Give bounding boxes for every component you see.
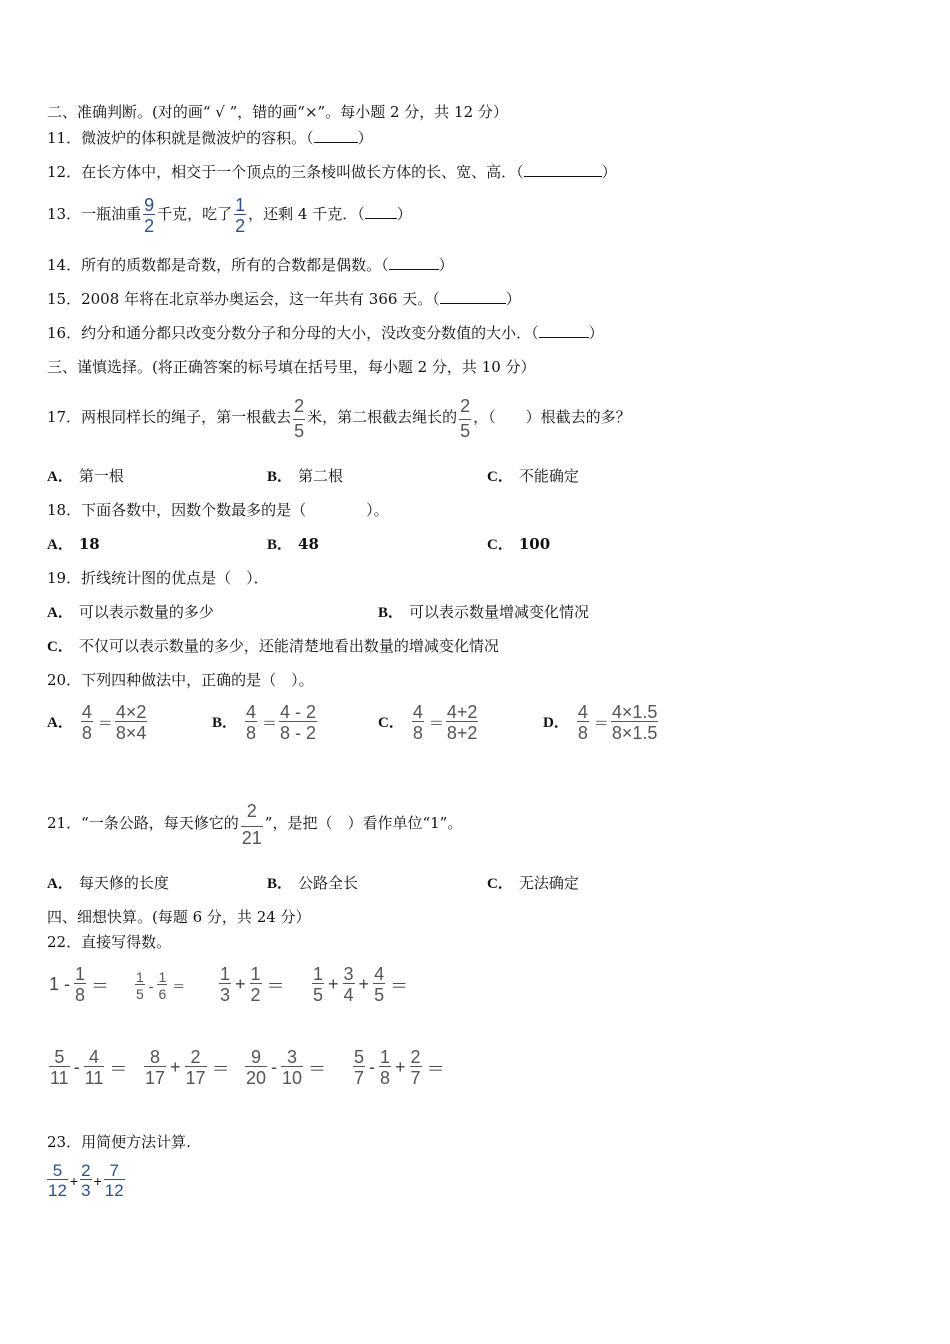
option-text: 100 [518,535,551,553]
question-22: 22．直接写得数。 [47,933,172,951]
fraction [281,1048,303,1087]
numerator: 4 [246,702,257,722]
numerator: 4 [412,702,423,722]
question-17-text-b: 米，第二根截去绳长的 [307,408,458,426]
fraction [144,1048,166,1087]
question-14 [47,255,454,275]
q20-option-d[interactable] [543,703,660,742]
fraction [81,703,93,742]
paren-close: ） [505,290,521,308]
paren-close: ） [396,205,412,223]
denominator: 5 [460,420,471,441]
q22-expression-2 [133,970,185,1001]
question-12-text: 12．在长方体中，相交于一个顶点的三条棱叫做长方体的长、宽、高．（ [47,163,524,181]
answer-blank[interactable] [524,162,602,177]
q19-option-c[interactable] [47,636,499,657]
q20-option-a[interactable] [47,703,149,742]
section-4-heading: 四、细想快算。(每题 6 分，共 24 分） [47,908,311,926]
operator: + [93,1172,102,1189]
denominator: 8+2 [446,723,478,743]
numerator: 1 [220,964,231,984]
option-text: 可以表示数量的多少 [78,603,214,621]
operator: - [148,977,154,994]
numerator: 3 [287,1047,298,1067]
answer-blank[interactable] [389,255,439,270]
question-13 [47,193,412,235]
numerator: 8 [150,1047,161,1067]
question-23: 23．用简便方法计算. [47,1133,191,1151]
option-letter: B． [267,469,293,485]
denominator: 8 - 2 [280,723,317,743]
option-text: 不仅可以表示数量的多少，还能清楚地看出数量的增减变化情况 [78,637,499,655]
q19-option-b[interactable] [378,602,589,623]
denominator: 20 [246,1068,267,1088]
option-letter: C． [487,469,513,485]
option-letter: B． [212,714,238,731]
answer-blank[interactable] [440,289,506,304]
fraction [373,965,385,1004]
q18-option-c[interactable] [487,534,550,555]
numerator: 4 - 2 [280,702,317,722]
denominator: 7 [354,1068,365,1088]
numerator: 5 [54,1047,65,1067]
option-text: 不能确定 [518,467,579,485]
fraction [84,1048,105,1087]
answer-blank[interactable] [539,323,589,338]
q17-option-b[interactable] [267,466,343,487]
q21-option-a[interactable] [47,873,169,894]
section-3-heading: 三、谨慎选择。(将正确答案的标号填在括号里，每小题 2 分，共 10 分） [47,358,536,376]
denominator: 8 [246,723,257,743]
option-letter: C． [47,639,73,655]
equals-sign: ＝ [97,713,113,732]
q18-option-b[interactable] [267,534,319,555]
equals-sign: ＝ [426,1058,445,1080]
option-text: 48 [298,535,319,553]
fraction [412,703,424,742]
q21-option-c[interactable] [487,873,579,894]
denominator: 3 [220,985,231,1005]
option-letter: B． [267,876,293,892]
operator: + [358,974,370,994]
question-11-text: 11．微波炉的体积就是微波炉的容积。（ [47,129,314,147]
denominator: 17 [185,1068,206,1088]
fraction [379,1048,391,1087]
q20-option-c[interactable] [378,703,480,742]
fraction [353,1048,365,1087]
denominator: 8 [75,985,86,1005]
fraction [250,965,262,1004]
denominator: 2 [235,215,246,236]
equals-sign: ＝ [428,713,444,732]
denominator: 8×1.5 [611,723,658,743]
fraction [49,1048,70,1087]
question-17 [47,384,631,450]
question-16 [47,323,604,343]
equals-sign: ＝ [262,713,278,732]
denominator: 6 [158,986,167,1002]
option-letter: C． [487,537,513,553]
denominator: 21 [241,827,262,848]
q22-expression-3 [217,965,285,1004]
equals-sign: ＝ [593,713,609,732]
fraction [312,965,324,1004]
option-letter: B． [378,605,404,621]
option-text: 可以表示数量增减变化情况 [409,603,590,621]
numerator: 4 [81,702,92,722]
q22-expression-4 [310,965,408,1004]
denominator: 12 [48,1181,67,1200]
denominator: 5 [294,420,305,441]
fraction [241,802,263,847]
option-letter: C． [378,714,404,731]
option-letter: C． [487,876,513,892]
expression-lead: 1 - [49,974,71,994]
option-text: 第二根 [298,467,344,485]
numerator: 3 [343,964,354,984]
fraction [245,703,257,742]
numerator: 1 [136,969,144,985]
numerator: 2 [294,395,305,416]
option-letter: B． [267,537,293,553]
question-11 [47,128,373,148]
numerator: 2 [410,1047,421,1067]
q22-expression-5 [47,1048,127,1087]
q17-option-c[interactable] [487,466,579,487]
fraction [234,196,246,235]
option-text: 每天修的长度 [78,874,169,892]
numerator: 2 [190,1047,201,1067]
fraction [446,703,479,742]
option-letter: A． [47,537,73,553]
option-letter: A． [47,876,73,892]
question-21-text-b: ”，是把（ ）看作单位“1”。 [264,814,463,832]
option-text: 第一根 [78,467,124,485]
q18-option-a[interactable] [47,534,100,555]
denominator: 12 [104,1181,124,1200]
option-text: 公路全长 [298,874,359,892]
q20-option-b[interactable] [212,703,319,742]
option-letter: A． [47,469,73,485]
numerator: 2 [81,1161,91,1180]
equals-sign: ＝ [172,980,186,995]
numerator: 1 [75,964,86,984]
question-19: 19．折线统计图的优点是（ ）． [47,569,269,587]
section-2-heading: 二、准确判断。(对的画“ √ ”，错的画“×”。每小题 2 分，共 12 分） [47,103,508,121]
question-12 [47,162,617,182]
operator: + [69,1172,79,1189]
fraction [135,970,145,1001]
operator: - [271,1057,278,1077]
numerator: 1 [380,1047,391,1067]
fraction [80,1162,91,1199]
option-letter: A． [47,714,73,731]
denominator: 11 [84,1068,104,1088]
question-14-text: 14．所有的质数都是奇数，所有的合数都是偶数。（ [47,256,389,274]
option-letter: D． [543,714,569,731]
numerator: 5 [354,1047,365,1067]
option-text: 18 [78,535,100,553]
paren-close: ） [438,256,454,274]
question-21-text-a: 21．“一条公路，每天修它的 [47,814,239,832]
denominator: 17 [145,1068,166,1088]
question-13-text-a: 13．一瓶油重 [47,205,142,223]
denominator: 2 [144,215,155,236]
paren-close: ） [357,129,373,147]
q22-expression-8 [351,1048,445,1087]
numerator: 7 [109,1161,119,1180]
q22-expression-1 [47,965,109,1004]
equals-sign: ＝ [91,975,110,997]
answer-blank[interactable] [314,128,358,143]
q17-option-a[interactable] [47,466,124,487]
numerator: 4 [89,1047,100,1067]
equals-sign: ＝ [390,975,409,997]
equals-sign: ＝ [211,1058,230,1080]
operator: + [395,1057,406,1077]
question-13-text-c: ，还剩 4 千克．（ [248,205,365,223]
numerator: 2 [246,800,257,821]
denominator: 8 [380,1068,391,1088]
fraction [219,965,231,1004]
paren-close: ） [588,324,604,342]
option-text: 无法确定 [518,874,579,892]
numerator: 1 [158,969,167,985]
numerator: 1 [313,964,324,984]
numerator: 4 [374,964,385,984]
numerator: 4×1.5 [611,702,658,722]
q23-expression [45,1162,127,1199]
question-21 [47,788,462,858]
q21-option-b[interactable] [267,873,358,894]
question-17-text-c: ，（ ）根截去的多？ [473,408,631,426]
question-16-text: 16．约分和通分都只改变分数分子和分母的大小，没改变分数值的大小．（ [47,324,539,342]
fraction [157,970,167,1001]
answer-blank[interactable] [365,204,397,219]
fraction [410,1048,422,1087]
equals-sign: ＝ [109,1058,128,1080]
operator: - [369,1057,376,1077]
question-13-text-b: 千克，吃了 [157,205,233,223]
denominator: 5 [313,985,324,1005]
q22-expression-7 [243,1048,326,1087]
fraction [611,703,659,742]
numerator: 9 [144,194,155,215]
paren-close: ） [601,163,617,181]
numerator: 1 [250,964,261,984]
numerator: 4+2 [446,702,478,722]
question-15-text: 15．2008 年将在北京举办奥运会，这一年共有 366 天。（ [47,290,440,308]
numerator: 4×2 [115,702,147,722]
equals-sign: ＝ [308,1058,327,1080]
question-18: 18．下面各数中，因数个数最多的是（ ）。 [47,501,389,519]
operator: + [170,1057,181,1077]
q22-expression-6 [142,1048,230,1087]
denominator: 5 [136,986,144,1002]
fraction [293,397,305,440]
question-20: 20．下列四种做法中，正确的是（ ）。 [47,671,314,689]
fraction [185,1048,207,1087]
fraction [343,965,355,1004]
fraction [104,1162,125,1199]
denominator: 2 [250,985,261,1005]
q19-option-a[interactable] [47,602,214,623]
denominator: 5 [374,985,385,1005]
numerator: 1 [235,194,246,215]
fraction [577,703,589,742]
denominator: 10 [282,1068,303,1088]
question-17-text-a: 17．两根同样长的绳子，第一根截去 [47,408,292,426]
numerator: 5 [52,1161,63,1180]
equals-sign: ＝ [266,975,285,997]
denominator: 8 [412,723,423,743]
fraction [115,703,148,742]
option-letter: A． [47,605,73,621]
question-15 [47,289,521,309]
fraction [143,196,155,235]
denominator: 8 [577,723,588,743]
denominator: 3 [81,1181,91,1200]
operator: + [235,974,246,994]
numerator: 9 [251,1047,262,1067]
denominator: 7 [410,1068,421,1088]
fraction [245,1048,267,1087]
operator: - [73,1057,80,1077]
fraction [47,1162,68,1199]
numerator: 2 [460,395,471,416]
denominator: 8×4 [115,723,147,743]
denominator: 8 [81,723,92,743]
fraction [279,703,317,742]
fraction [74,965,86,1004]
fraction [459,397,471,440]
operator: + [328,974,339,994]
denominator: 4 [343,985,354,1005]
numerator: 4 [577,702,588,722]
denominator: 11 [50,1068,69,1088]
